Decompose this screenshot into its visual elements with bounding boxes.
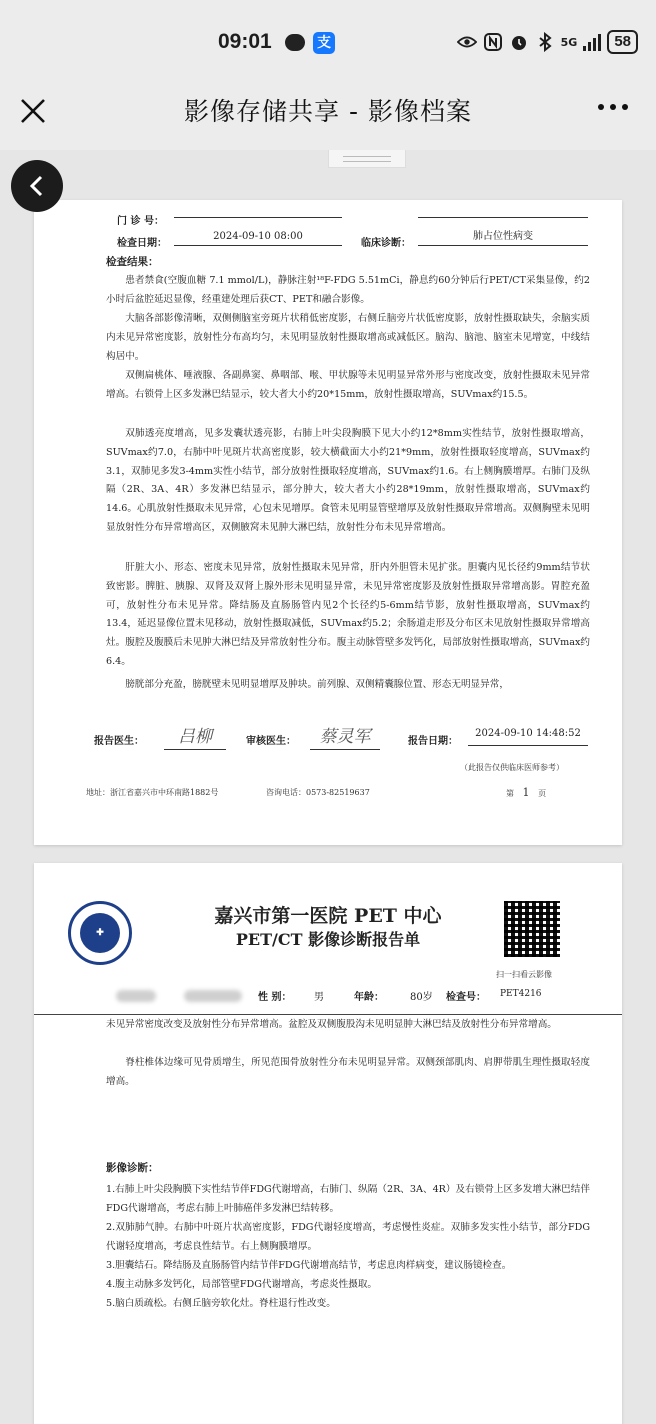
impression-item: 5.脑白质疏松。右侧丘脑旁软化灶。脊柱退行性改变。 bbox=[106, 1298, 336, 1309]
page-prefix: 第 bbox=[506, 789, 514, 798]
redacted-name bbox=[116, 990, 156, 1002]
hospital-name: 嘉兴市第一医院 PET 中心 bbox=[214, 905, 442, 927]
review-doctor-signature: 蔡灵军 bbox=[310, 722, 380, 750]
report-doctor-label: 报告医生： bbox=[94, 736, 144, 747]
review-doctor-label: 审核医生： bbox=[246, 736, 296, 747]
clinical-diagnosis-label: 临床诊断： bbox=[361, 238, 411, 249]
findings-paragraph: 脊柱椎体边缘可见骨质增生，所见范围骨放射性分布未见明显异常。双侧颈部肌肉、肩胛带肌生理性摄取轻度增高。 bbox=[106, 1057, 590, 1087]
bluetooth-icon bbox=[535, 32, 555, 52]
signal-icon bbox=[583, 33, 601, 51]
exam-date-label: 检查日期： bbox=[117, 238, 167, 249]
alipay-notification-icon: 支 bbox=[313, 32, 335, 54]
report-page-2 bbox=[34, 863, 622, 1424]
qr-code[interactable] bbox=[504, 901, 560, 957]
age-label: 年龄： bbox=[354, 992, 384, 1003]
clinical-diagnosis-value: 肺占位性病变 bbox=[418, 228, 588, 246]
findings-title: 检查结果： bbox=[106, 256, 159, 268]
findings-paragraph: 双侧扁桃体、唾液腺、各副鼻窦、鼻咽部、喉、甲状腺等未见明显异常外形与密度改变，放射性摄取未见异常增高。右锁骨上区多发淋巴结显示，较大者大小约20*15mm，放射性摄取增高，SUVmax约15.5。 bbox=[106, 370, 590, 400]
hospital-phone: 咨询电话：0573-82519637 bbox=[266, 788, 370, 797]
divider bbox=[34, 1014, 622, 1015]
blank-field bbox=[418, 200, 588, 218]
exam-date-value: 2024-09-10 08:00 bbox=[174, 228, 342, 246]
network-type: 5G bbox=[560, 35, 578, 49]
battery-icon: 58 bbox=[607, 30, 638, 54]
status-time: 09:01 bbox=[218, 30, 272, 53]
page-number bbox=[506, 786, 546, 799]
findings-paragraph: 肝脏大小、形态、密度未见异常，放射性摄取未见异常，肝内外胆管未见扩张。胆囊内见长径约9mm结节状致密影。脾脏、胰腺、双肾及双肾上腺外形未见明显异常，未见异常密度影及放射性摄取异常增高影。胃腔充盈可，放射性分布未见异常。降结肠及直肠肠管内见2个长径约5-6mm结节影，放射性摄取增高，SUVmax约13.4，延迟显像位置未见移动，放射性摄取减低，SUVmax约5.2；余肠道走形及分布区未见放射性摄取异常增高灶。腹腔及腹膜后未见肿大淋巴结及异常放射性分布。腹主动脉管壁多发钙化，局部放射性摄取增高，SUVmax约6.4。 bbox=[106, 562, 590, 667]
impression-item: 1.右肺上叶尖段胸膜下实性结节伴FDG代谢增高，右肺门、纵隔（2R、3A、4R）及右锁骨上区多发增大淋巴结伴FDG代谢增高，考虑右肺上叶肺癌伴多发淋巴结转移。 bbox=[106, 1184, 590, 1214]
drag-handle[interactable] bbox=[328, 150, 406, 168]
age-value: 80岁 bbox=[410, 992, 433, 1003]
page-title: 影像存储共享 - 影像档案 bbox=[184, 97, 472, 126]
impression-item: 3.胆囊结石。降结肠及直肠肠管内结节伴FDG代谢增高结节，考虑息肉样病变，建议肠镜检查。 bbox=[106, 1260, 512, 1271]
status-bar bbox=[0, 0, 656, 84]
status-icons bbox=[457, 30, 638, 54]
hospital-logo: ✚ bbox=[68, 901, 132, 965]
impression-item: 2.双肺肺气肿。右肺中叶斑片状高密度影，FDG代谢轻度增高，考虑慢性炎症。双肺多发实性小结节，部分FDG代谢轻度增高，考虑良性结节。右上侧胸膜增厚。 bbox=[106, 1222, 590, 1252]
chevron-left-icon bbox=[25, 174, 49, 198]
report-page-1 bbox=[34, 200, 622, 845]
findings-paragraph: 未见异常密度改变及放射性分布异常增高。盆腔及双侧腹股沟未见明显肿大淋巴结及放射性分布异常增高。 bbox=[106, 1019, 557, 1030]
report-date-label: 报告日期： bbox=[408, 736, 458, 747]
report-doctor-signature: 吕柳 bbox=[164, 722, 226, 750]
impression-item: 4.腹主动脉多发钙化，局部管壁FDG代谢增高，考虑炎性摄取。 bbox=[106, 1279, 378, 1290]
more-options-icon[interactable] bbox=[598, 104, 628, 110]
page-suffix: 页 bbox=[538, 789, 547, 798]
disclaimer: （此报告仅供临床医师参考） bbox=[460, 763, 564, 772]
chat-notification-icon bbox=[285, 34, 305, 51]
clinic-number-field bbox=[174, 200, 342, 218]
findings-paragraph: 双肺透亮度增高，见多发囊状透亮影，右肺上叶尖段胸膜下见大小约12*8mm实性结节，放射性摄取增高，SUVmax约7.0，右肺中叶见斑片状高密度影，较大横截面大小约21*9mm，放射性摄取轻度增高，SUVmax约3.1，双肺见多发3-4mm实性小结节，部分放射性摄取轻度增高，SUVmax约1.6。右上侧胸膜增厚。右肺门及纵隔（2R、3A、4R）多发淋巴结显示，部分肿大，较大者大小约28*19mm，放射性摄取增高，SUVmax约14.6。心肌放射性摄取未见异常，心包未见增厚。食管未见明显管壁增厚及放射性摄取异常增高。双侧胸壁未见明显放射性分布异常增高区，双侧腋窝未见肿大淋巴结，放射性分布未见异常增高。 bbox=[106, 428, 590, 533]
app-bar bbox=[0, 84, 656, 150]
exam-number-value: PET4216 bbox=[500, 989, 542, 999]
hospital-address: 地址：浙江省嘉兴市中环南路1882号 bbox=[86, 788, 219, 797]
nfc-icon bbox=[483, 32, 503, 52]
sex-value: 男 bbox=[314, 992, 324, 1003]
redacted-value bbox=[184, 990, 242, 1002]
document-viewer[interactable] bbox=[0, 150, 656, 1424]
page-number-value: 1 bbox=[522, 786, 530, 799]
sex-label: 性 别： bbox=[258, 992, 292, 1003]
qr-caption: 扫一扫看云影像 bbox=[496, 970, 552, 979]
impression-title: 影像诊断： bbox=[106, 1162, 159, 1174]
clinic-number-label: 门 诊 号： bbox=[117, 216, 164, 227]
findings-paragraph: 膀胱部分充盈，膀胱壁未见明显增厚及肿块。前列腺、双侧精囊腺位置、形态无明显异常， bbox=[125, 679, 509, 690]
report-date-value: 2024-09-10 14:48:52 bbox=[468, 728, 588, 746]
alarm-icon bbox=[509, 32, 529, 52]
findings-paragraph: 患者禁食(空腹血糖 7.1 mmol/L)，静脉注射¹⁸F-FDG 5.51mCi，静息约60分钟后行PET/CT采集显像，约2小时后盆腔延迟显像，经重建处理后获CT、PET和融合影像。 bbox=[106, 275, 590, 305]
back-button[interactable] bbox=[11, 160, 63, 212]
exam-number-label: 检查号： bbox=[446, 992, 486, 1003]
eye-icon bbox=[457, 32, 477, 52]
findings-paragraph: 大脑各部影像清晰，双侧侧脑室旁斑片状稍低密度影，右侧丘脑旁片状低密度影，放射性摄取缺失，余脑实质内未见异常密度影，放射性分布高均匀，未见明显放射性摄取增高或减低区。脑沟、脑池、脑室未见增宽，中线结构居中。 bbox=[106, 313, 590, 362]
report-title: PET/CT 影像诊断报告单 bbox=[235, 930, 421, 949]
